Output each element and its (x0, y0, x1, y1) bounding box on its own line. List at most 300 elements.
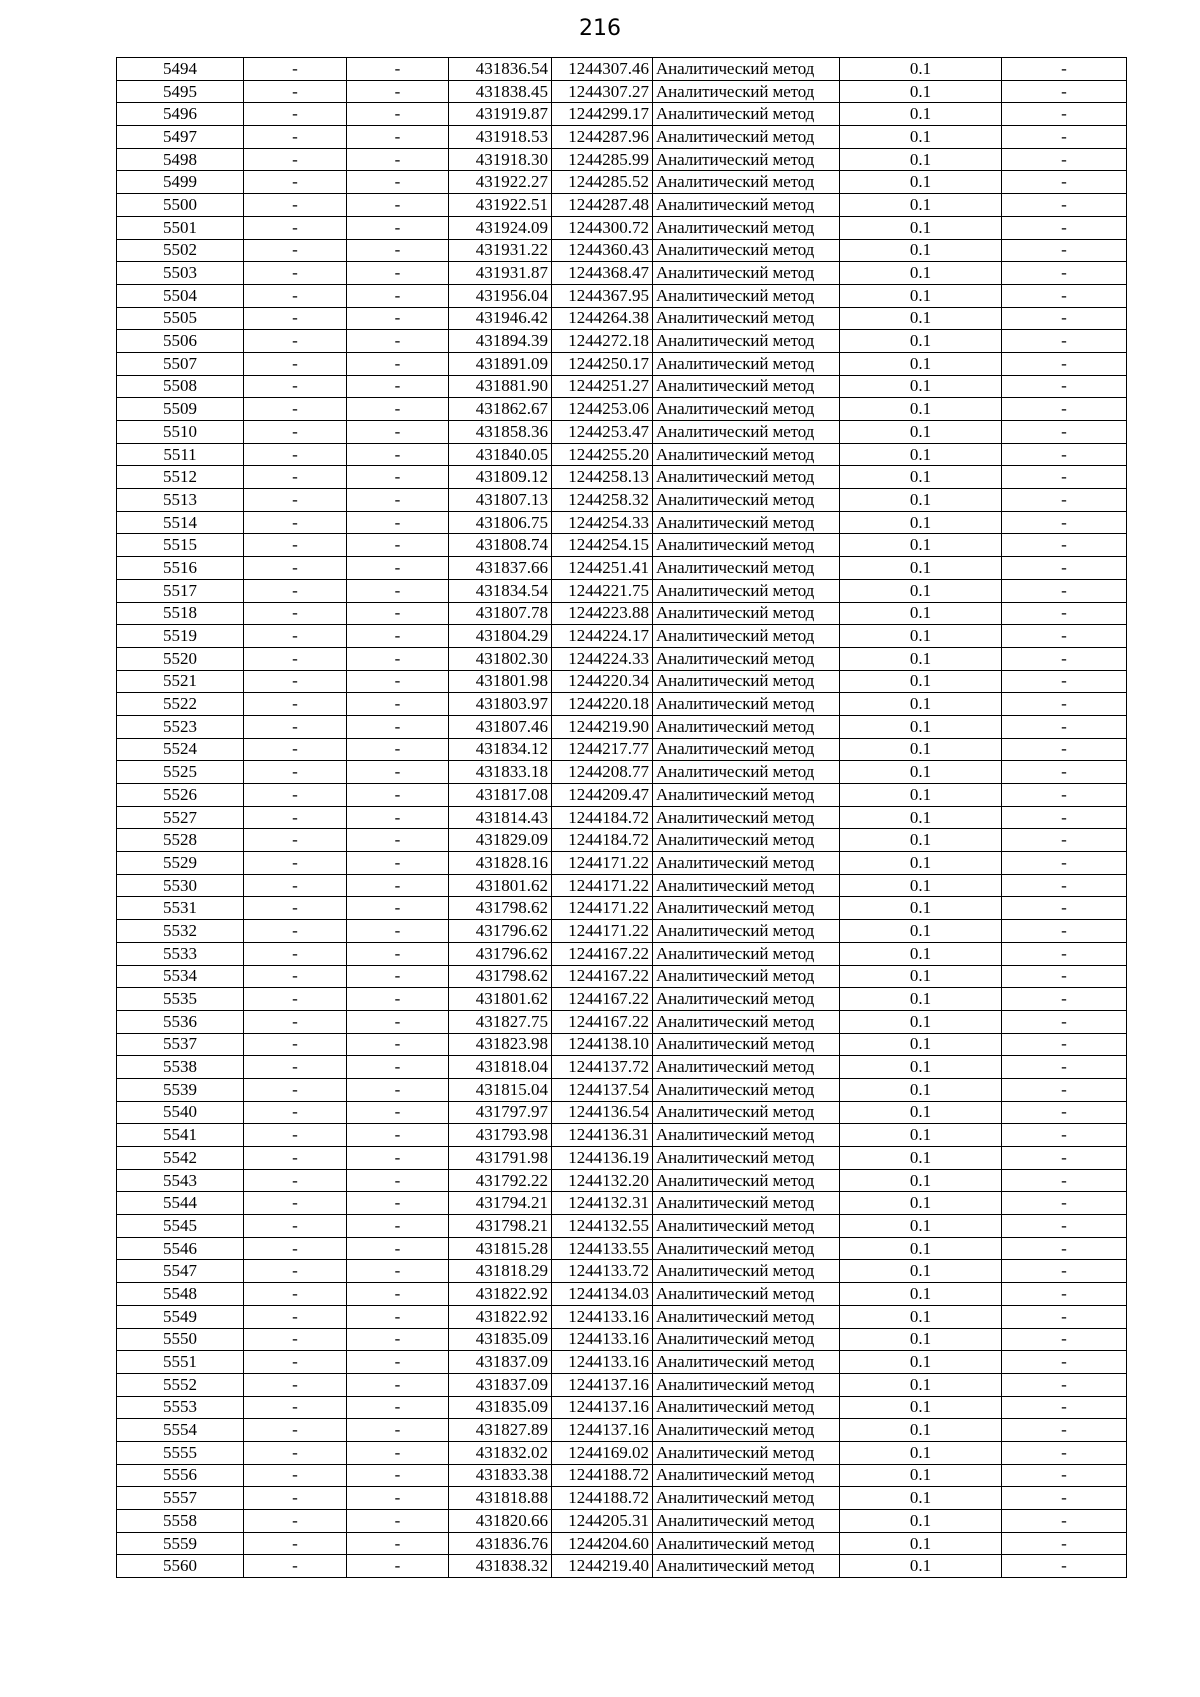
table-row (117, 625, 1127, 648)
accuracy-cell: 0.1 (840, 148, 1002, 171)
x-coordinate-cell: 431894.39 (449, 330, 552, 353)
y-coordinate-cell: 1244300.72 (552, 216, 653, 239)
point-number-cell: 5526 (117, 784, 244, 807)
empty-value-cell: - (347, 330, 449, 353)
accuracy-cell: 0.1 (840, 1237, 1002, 1260)
empty-value-cell: - (347, 1237, 449, 1260)
y-coordinate-cell: 1244133.16 (552, 1305, 653, 1328)
method-cell: Аналитический метод (653, 1033, 840, 1056)
empty-value-cell: - (347, 262, 449, 285)
empty-value-cell: - (347, 625, 449, 648)
method-cell: Аналитический метод (653, 1555, 840, 1578)
empty-value-cell: - (244, 920, 347, 943)
point-number-cell: 5508 (117, 375, 244, 398)
point-number-cell: 5494 (117, 58, 244, 81)
x-coordinate-cell: 431833.38 (449, 1464, 552, 1487)
point-number-cell: 5532 (117, 920, 244, 943)
empty-value-cell: - (347, 1033, 449, 1056)
method-cell: Аналитический метод (653, 1351, 840, 1374)
table-row (117, 1215, 1127, 1238)
x-coordinate-cell: 431827.75 (449, 1010, 552, 1033)
table-row (117, 1033, 1127, 1056)
empty-value-cell: - (347, 1101, 449, 1124)
note-cell: - (1002, 1056, 1127, 1079)
empty-value-cell: - (244, 988, 347, 1011)
y-coordinate-cell: 1244171.22 (552, 874, 653, 897)
method-cell: Аналитический метод (653, 1305, 840, 1328)
y-coordinate-cell: 1244132.55 (552, 1215, 653, 1238)
accuracy-cell: 0.1 (840, 897, 1002, 920)
y-coordinate-cell: 1244285.52 (552, 171, 653, 194)
table-row (117, 965, 1127, 988)
empty-value-cell: - (244, 1010, 347, 1033)
empty-value-cell: - (244, 284, 347, 307)
accuracy-cell: 0.1 (840, 557, 1002, 580)
table-row (117, 1237, 1127, 1260)
method-cell: Аналитический метод (653, 829, 840, 852)
y-coordinate-cell: 1244171.22 (552, 920, 653, 943)
empty-value-cell: - (347, 194, 449, 217)
accuracy-cell: 0.1 (840, 239, 1002, 262)
empty-value-cell: - (347, 1464, 449, 1487)
empty-value-cell: - (244, 602, 347, 625)
x-coordinate-cell: 431793.98 (449, 1124, 552, 1147)
point-number-cell: 5554 (117, 1419, 244, 1442)
empty-value-cell: - (347, 126, 449, 149)
point-number-cell: 5515 (117, 534, 244, 557)
method-cell: Аналитический метод (653, 1283, 840, 1306)
table-row (117, 1305, 1127, 1328)
y-coordinate-cell: 1244209.47 (552, 784, 653, 807)
y-coordinate-cell: 1244287.96 (552, 126, 653, 149)
point-number-cell: 5542 (117, 1147, 244, 1170)
empty-value-cell: - (347, 1147, 449, 1170)
x-coordinate-cell: 431815.04 (449, 1078, 552, 1101)
accuracy-cell: 0.1 (840, 216, 1002, 239)
point-number-cell: 5555 (117, 1441, 244, 1464)
accuracy-cell: 0.1 (840, 330, 1002, 353)
table-row (117, 103, 1127, 126)
y-coordinate-cell: 1244220.18 (552, 693, 653, 716)
y-coordinate-cell: 1244188.72 (552, 1487, 653, 1510)
y-coordinate-cell: 1244272.18 (552, 330, 653, 353)
x-coordinate-cell: 431806.75 (449, 511, 552, 534)
x-coordinate-cell: 431809.12 (449, 466, 552, 489)
table-row (117, 557, 1127, 580)
point-number-cell: 5550 (117, 1328, 244, 1351)
x-coordinate-cell: 431837.66 (449, 557, 552, 580)
table-row (117, 1532, 1127, 1555)
method-cell: Аналитический метод (653, 1056, 840, 1079)
empty-value-cell: - (244, 647, 347, 670)
point-number-cell: 5556 (117, 1464, 244, 1487)
empty-value-cell: - (347, 148, 449, 171)
empty-value-cell: - (244, 693, 347, 716)
point-number-cell: 5503 (117, 262, 244, 285)
table-row (117, 942, 1127, 965)
note-cell: - (1002, 715, 1127, 738)
point-number-cell: 5510 (117, 421, 244, 444)
y-coordinate-cell: 1244253.06 (552, 398, 653, 421)
y-coordinate-cell: 1244254.33 (552, 511, 653, 534)
note-cell: - (1002, 670, 1127, 693)
note-cell: - (1002, 1419, 1127, 1442)
note-cell: - (1002, 262, 1127, 285)
table-row (117, 284, 1127, 307)
note-cell: - (1002, 330, 1127, 353)
method-cell: Аналитический метод (653, 647, 840, 670)
y-coordinate-cell: 1244133.55 (552, 1237, 653, 1260)
table-row (117, 330, 1127, 353)
point-number-cell: 5525 (117, 761, 244, 784)
x-coordinate-cell: 431798.62 (449, 965, 552, 988)
point-number-cell: 5500 (117, 194, 244, 217)
point-number-cell: 5541 (117, 1124, 244, 1147)
table-row (117, 602, 1127, 625)
note-cell: - (1002, 103, 1127, 126)
method-cell: Аналитический метод (653, 920, 840, 943)
note-cell: - (1002, 1555, 1127, 1578)
note-cell: - (1002, 557, 1127, 580)
method-cell: Аналитический метод (653, 625, 840, 648)
point-number-cell: 5522 (117, 693, 244, 716)
y-coordinate-cell: 1244136.19 (552, 1147, 653, 1170)
point-number-cell: 5511 (117, 443, 244, 466)
method-cell: Аналитический метод (653, 874, 840, 897)
point-number-cell: 5495 (117, 80, 244, 103)
empty-value-cell: - (347, 239, 449, 262)
method-cell: Аналитический метод (653, 557, 840, 580)
empty-value-cell: - (347, 806, 449, 829)
table-row (117, 761, 1127, 784)
accuracy-cell: 0.1 (840, 738, 1002, 761)
accuracy-cell: 0.1 (840, 58, 1002, 81)
empty-value-cell: - (244, 1147, 347, 1170)
accuracy-cell: 0.1 (840, 1328, 1002, 1351)
empty-value-cell: - (244, 1215, 347, 1238)
x-coordinate-cell: 431807.13 (449, 489, 552, 512)
x-coordinate-cell: 431802.30 (449, 647, 552, 670)
method-cell: Аналитический метод (653, 942, 840, 965)
y-coordinate-cell: 1244132.20 (552, 1169, 653, 1192)
empty-value-cell: - (347, 1510, 449, 1533)
x-coordinate-cell: 431822.92 (449, 1305, 552, 1328)
accuracy-cell: 0.1 (840, 80, 1002, 103)
note-cell: - (1002, 216, 1127, 239)
point-number-cell: 5547 (117, 1260, 244, 1283)
table-row (117, 1010, 1127, 1033)
x-coordinate-cell: 431836.76 (449, 1532, 552, 1555)
y-coordinate-cell: 1244220.34 (552, 670, 653, 693)
table-row (117, 647, 1127, 670)
empty-value-cell: - (347, 557, 449, 580)
accuracy-cell: 0.1 (840, 421, 1002, 444)
table-row (117, 738, 1127, 761)
empty-value-cell: - (244, 194, 347, 217)
empty-value-cell: - (347, 1215, 449, 1238)
note-cell: - (1002, 920, 1127, 943)
empty-value-cell: - (347, 80, 449, 103)
method-cell: Аналитический метод (653, 1441, 840, 1464)
point-number-cell: 5548 (117, 1283, 244, 1306)
point-number-cell: 5509 (117, 398, 244, 421)
x-coordinate-cell: 431818.88 (449, 1487, 552, 1510)
table-row (117, 1056, 1127, 1079)
table-row (117, 307, 1127, 330)
empty-value-cell: - (347, 466, 449, 489)
method-cell: Аналитический метод (653, 307, 840, 330)
y-coordinate-cell: 1244171.22 (552, 852, 653, 875)
empty-value-cell: - (347, 307, 449, 330)
point-number-cell: 5531 (117, 897, 244, 920)
empty-value-cell: - (244, 852, 347, 875)
empty-value-cell: - (347, 489, 449, 512)
empty-value-cell: - (244, 466, 347, 489)
accuracy-cell: 0.1 (840, 784, 1002, 807)
empty-value-cell: - (244, 625, 347, 648)
empty-value-cell: - (347, 647, 449, 670)
empty-value-cell: - (244, 307, 347, 330)
empty-value-cell: - (347, 1328, 449, 1351)
empty-value-cell: - (244, 216, 347, 239)
table-row (117, 375, 1127, 398)
empty-value-cell: - (347, 216, 449, 239)
accuracy-cell: 0.1 (840, 1283, 1002, 1306)
y-coordinate-cell: 1244138.10 (552, 1033, 653, 1056)
note-cell: - (1002, 421, 1127, 444)
table-row (117, 1510, 1127, 1533)
x-coordinate-cell: 431808.74 (449, 534, 552, 557)
point-number-cell: 5520 (117, 647, 244, 670)
empty-value-cell: - (244, 761, 347, 784)
table-row (117, 829, 1127, 852)
empty-value-cell: - (244, 262, 347, 285)
empty-value-cell: - (347, 103, 449, 126)
point-number-cell: 5533 (117, 942, 244, 965)
empty-value-cell: - (244, 1033, 347, 1056)
point-number-cell: 5498 (117, 148, 244, 171)
note-cell: - (1002, 1215, 1127, 1238)
accuracy-cell: 0.1 (840, 194, 1002, 217)
empty-value-cell: - (347, 534, 449, 557)
note-cell: - (1002, 534, 1127, 557)
y-coordinate-cell: 1244219.40 (552, 1555, 653, 1578)
x-coordinate-cell: 431820.66 (449, 1510, 552, 1533)
y-coordinate-cell: 1244219.90 (552, 715, 653, 738)
y-coordinate-cell: 1244285.99 (552, 148, 653, 171)
empty-value-cell: - (244, 1351, 347, 1374)
note-cell: - (1002, 239, 1127, 262)
table-row (117, 1260, 1127, 1283)
empty-value-cell: - (244, 239, 347, 262)
table-row (117, 852, 1127, 875)
accuracy-cell: 0.1 (840, 1215, 1002, 1238)
note-cell: - (1002, 489, 1127, 512)
table-row (117, 1328, 1127, 1351)
table-row (117, 466, 1127, 489)
empty-value-cell: - (347, 784, 449, 807)
empty-value-cell: - (347, 284, 449, 307)
table-row (117, 1192, 1127, 1215)
x-coordinate-cell: 431796.62 (449, 942, 552, 965)
x-coordinate-cell: 431818.04 (449, 1056, 552, 1079)
point-number-cell: 5558 (117, 1510, 244, 1533)
accuracy-cell: 0.1 (840, 443, 1002, 466)
x-coordinate-cell: 431794.21 (449, 1192, 552, 1215)
method-cell: Аналитический метод (653, 398, 840, 421)
y-coordinate-cell: 1244137.16 (552, 1396, 653, 1419)
table-row (117, 1078, 1127, 1101)
table-row (117, 352, 1127, 375)
table-row (117, 148, 1127, 171)
note-cell: - (1002, 1260, 1127, 1283)
accuracy-cell: 0.1 (840, 1147, 1002, 1170)
accuracy-cell: 0.1 (840, 579, 1002, 602)
empty-value-cell: - (244, 1260, 347, 1283)
empty-value-cell: - (244, 1078, 347, 1101)
accuracy-cell: 0.1 (840, 352, 1002, 375)
note-cell: - (1002, 784, 1127, 807)
point-number-cell: 5535 (117, 988, 244, 1011)
y-coordinate-cell: 1244223.88 (552, 602, 653, 625)
empty-value-cell: - (244, 398, 347, 421)
table-row (117, 194, 1127, 217)
table-row (117, 1147, 1127, 1170)
x-coordinate-cell: 431858.36 (449, 421, 552, 444)
accuracy-cell: 0.1 (840, 103, 1002, 126)
empty-value-cell: - (244, 1555, 347, 1578)
y-coordinate-cell: 1244134.03 (552, 1283, 653, 1306)
empty-value-cell: - (244, 1101, 347, 1124)
empty-value-cell: - (347, 58, 449, 81)
note-cell: - (1002, 58, 1127, 81)
method-cell: Аналитический метод (653, 1169, 840, 1192)
method-cell: Аналитический метод (653, 1237, 840, 1260)
empty-value-cell: - (244, 1056, 347, 1079)
method-cell: Аналитический метод (653, 738, 840, 761)
table-row (117, 1373, 1127, 1396)
note-cell: - (1002, 1169, 1127, 1192)
accuracy-cell: 0.1 (840, 670, 1002, 693)
point-number-cell: 5504 (117, 284, 244, 307)
empty-value-cell: - (244, 1328, 347, 1351)
note-cell: - (1002, 579, 1127, 602)
x-coordinate-cell: 431833.18 (449, 761, 552, 784)
empty-value-cell: - (244, 330, 347, 353)
accuracy-cell: 0.1 (840, 1305, 1002, 1328)
note-cell: - (1002, 1441, 1127, 1464)
y-coordinate-cell: 1244137.16 (552, 1373, 653, 1396)
table-row (117, 897, 1127, 920)
empty-value-cell: - (347, 171, 449, 194)
x-coordinate-cell: 431838.32 (449, 1555, 552, 1578)
point-number-cell: 5527 (117, 806, 244, 829)
accuracy-cell: 0.1 (840, 829, 1002, 852)
method-cell: Аналитический метод (653, 715, 840, 738)
empty-value-cell: - (244, 103, 347, 126)
empty-value-cell: - (244, 738, 347, 761)
table-row (117, 421, 1127, 444)
y-coordinate-cell: 1244264.38 (552, 307, 653, 330)
x-coordinate-cell: 431807.78 (449, 602, 552, 625)
table-row (117, 80, 1127, 103)
x-coordinate-cell: 431834.12 (449, 738, 552, 761)
empty-value-cell: - (347, 897, 449, 920)
table-row (117, 398, 1127, 421)
y-coordinate-cell: 1244360.43 (552, 239, 653, 262)
method-cell: Аналитический метод (653, 1464, 840, 1487)
accuracy-cell: 0.1 (840, 171, 1002, 194)
point-number-cell: 5512 (117, 466, 244, 489)
y-coordinate-cell: 1244188.72 (552, 1464, 653, 1487)
x-coordinate-cell: 431829.09 (449, 829, 552, 852)
table-row (117, 1419, 1127, 1442)
empty-value-cell: - (347, 1419, 449, 1442)
y-coordinate-cell: 1244367.95 (552, 284, 653, 307)
point-number-cell: 5524 (117, 738, 244, 761)
x-coordinate-cell: 431862.67 (449, 398, 552, 421)
y-coordinate-cell: 1244136.31 (552, 1124, 653, 1147)
method-cell: Аналитический метод (653, 1419, 840, 1442)
method-cell: Аналитический метод (653, 1010, 840, 1033)
y-coordinate-cell: 1244171.22 (552, 897, 653, 920)
x-coordinate-cell: 431832.02 (449, 1441, 552, 1464)
x-coordinate-cell: 431822.92 (449, 1283, 552, 1306)
point-number-cell: 5549 (117, 1305, 244, 1328)
accuracy-cell: 0.1 (840, 1169, 1002, 1192)
note-cell: - (1002, 1373, 1127, 1396)
empty-value-cell: - (347, 965, 449, 988)
x-coordinate-cell: 431924.09 (449, 216, 552, 239)
empty-value-cell: - (347, 1056, 449, 1079)
x-coordinate-cell: 431796.62 (449, 920, 552, 943)
accuracy-cell: 0.1 (840, 511, 1002, 534)
table-row (117, 693, 1127, 716)
method-cell: Аналитический метод (653, 761, 840, 784)
method-cell: Аналитический метод (653, 670, 840, 693)
accuracy-cell: 0.1 (840, 874, 1002, 897)
page-number: 216 (579, 16, 621, 41)
note-cell: - (1002, 602, 1127, 625)
empty-value-cell: - (244, 352, 347, 375)
table-row (117, 784, 1127, 807)
accuracy-cell: 0.1 (840, 1192, 1002, 1215)
y-coordinate-cell: 1244167.22 (552, 988, 653, 1011)
x-coordinate-cell: 431834.54 (449, 579, 552, 602)
method-cell: Аналитический метод (653, 284, 840, 307)
empty-value-cell: - (244, 58, 347, 81)
y-coordinate-cell: 1244184.72 (552, 829, 653, 852)
accuracy-cell: 0.1 (840, 920, 1002, 943)
y-coordinate-cell: 1244205.31 (552, 1510, 653, 1533)
point-number-cell: 5529 (117, 852, 244, 875)
note-cell: - (1002, 1305, 1127, 1328)
accuracy-cell: 0.1 (840, 262, 1002, 285)
table-row (117, 715, 1127, 738)
point-number-cell: 5551 (117, 1351, 244, 1374)
point-number-cell: 5539 (117, 1078, 244, 1101)
accuracy-cell: 0.1 (840, 1010, 1002, 1033)
x-coordinate-cell: 431918.53 (449, 126, 552, 149)
accuracy-cell: 0.1 (840, 1260, 1002, 1283)
y-coordinate-cell: 1244167.22 (552, 942, 653, 965)
point-number-cell: 5537 (117, 1033, 244, 1056)
y-coordinate-cell: 1244307.46 (552, 58, 653, 81)
point-number-cell: 5538 (117, 1056, 244, 1079)
table-row (117, 920, 1127, 943)
method-cell: Аналитический метод (653, 80, 840, 103)
y-coordinate-cell: 1244217.77 (552, 738, 653, 761)
